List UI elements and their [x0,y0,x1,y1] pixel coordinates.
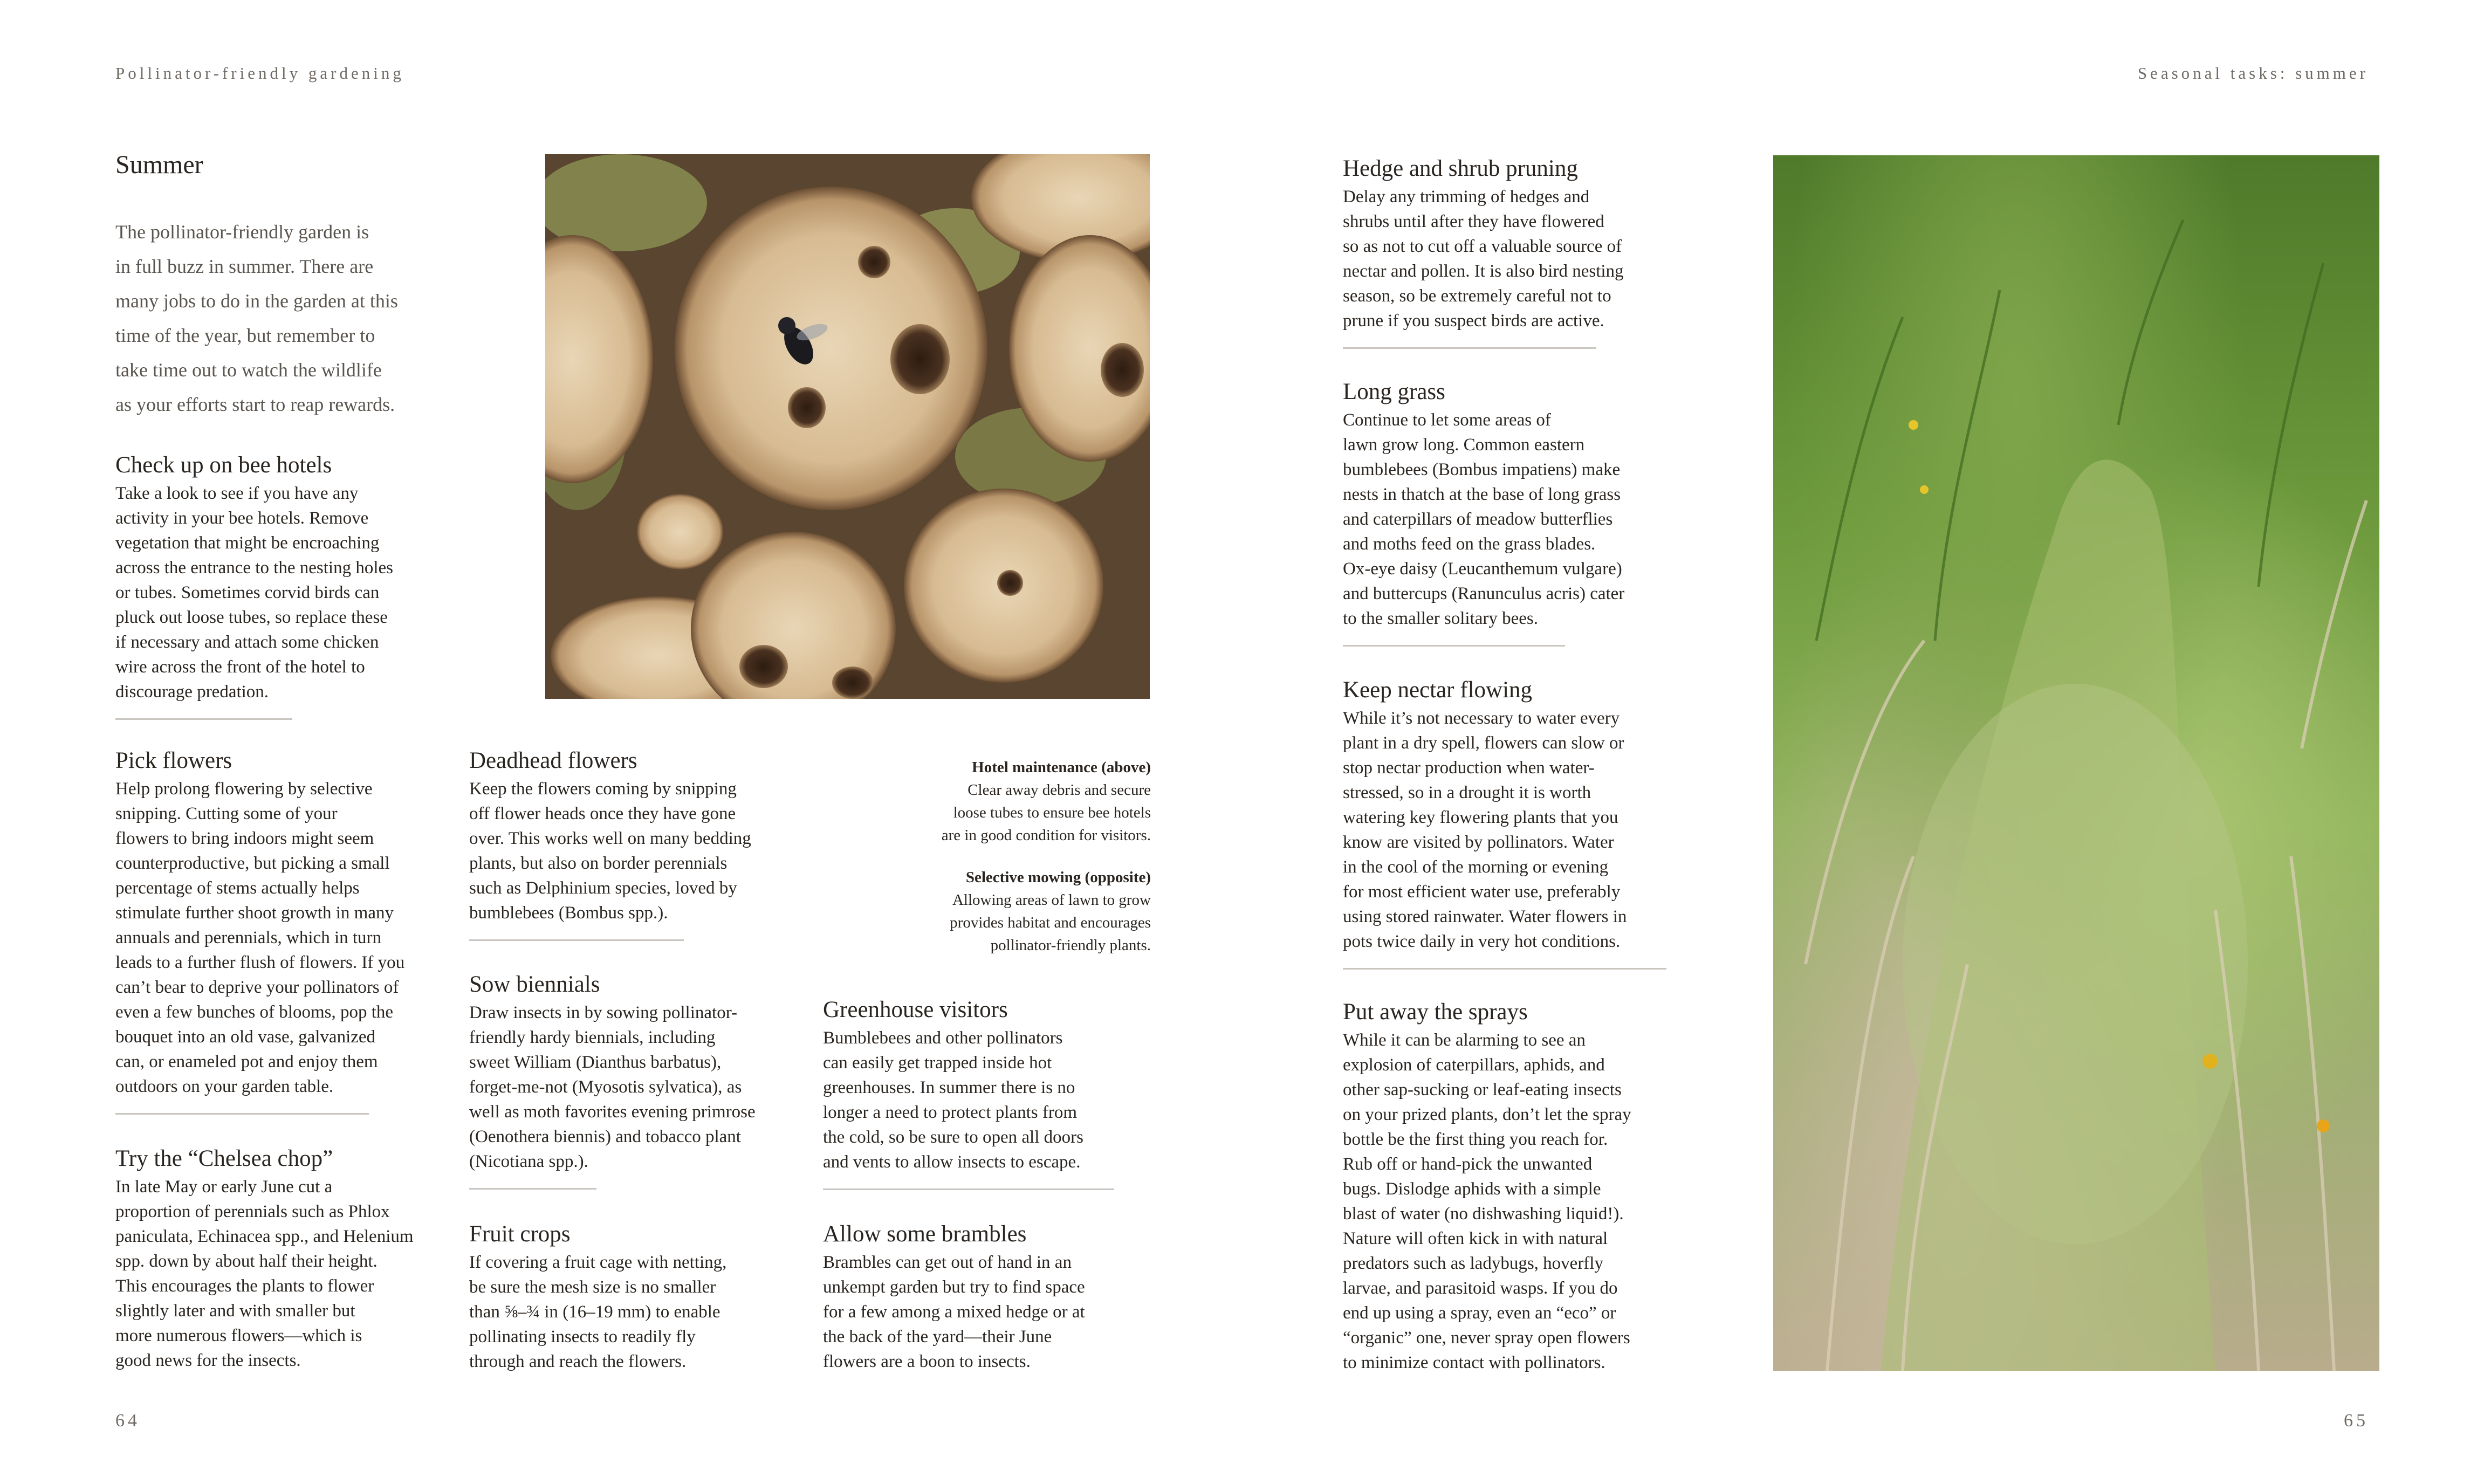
page-number-right: 65 [2344,1411,2369,1431]
section-pick-flowers [115,746,461,1115]
section-title: Allow some brambles [823,1221,1027,1247]
section-body: While it’s not necessary to water every plant in a dry spell, flowers can slow or stop nectar production when water- stressed, so in a drought it is worth watering key flowering plants that you know are visited by pollinators. Water in the cool of the morning or evening for most efficient water use, preferably using stored rainwater. Water flowers in pots twice daily in very hot conditions. [1343,709,1627,951]
section-title: Long grass [1343,379,1445,404]
bee-hotel-photo [545,154,1150,699]
section-title: Try the “Chelsea chop” [115,1146,333,1171]
section-long-grass [1343,377,1699,647]
section-fruit-crops [469,1220,814,1374]
section-title: Check up on bee hotels [115,452,332,478]
caption-hotel: Hotel maintenance (above) Clear away debris and secure loose tubes to ensure bee hotels are in good condition for visitors. [825,756,1151,847]
section-body: Keep the flowers coming by snipping off flower heads once they have gone over. This works well on many bedding plants, but also on border perennials such as Delphinium species, loved by bumblebees (Bombus spp.). [469,779,751,923]
section-hedge-pruning [1343,154,1699,349]
section-title: Hedge and shrub pruning [1343,156,1578,181]
section-title: Pick flowers [115,748,232,773]
section-greenhouse [823,995,1168,1190]
section-body: If covering a fruit cage with netting, be sure the mesh size is no smaller than ⅝–¾ in (16–19 mm) to enable pollinating insects to readily fly through and reach the flowers. [469,1253,727,1371]
section-body: Delay any trimming of hedges and shrubs until after they have flowered so as not to cut off a valuable source of nectar and pollen. It is also bird nesting season, so be extremely careful not to prune if you suspect birds are active. [1343,187,1624,331]
page-title: Summer [115,150,203,179]
section-divider [469,939,684,941]
section-body: In late May or early June cut a proportion of perennials such as Phlox paniculata, Echinacea spp., and Helenium spp. down by about half their height. This encourages the plants to flower slightly later and with smaller but more numerous flowers—which is good news for the insects. [115,1177,414,1370]
photo-captions [825,756,1151,976]
long-grass-photo [1773,155,2379,1371]
section-body: Bumblebees and other pollinators can easily get trapped inside hot greenhouses. In summer there is no longer a need to protect plants from the cold, so be sure to open all doors and vents to allow insects to escape. [823,1028,1083,1172]
long-grass-illustration [1773,155,2379,1371]
section-brambles [823,1220,1168,1374]
section-title: Sow biennials [469,972,600,997]
section-body: Continue to let some areas of lawn grow long. Common eastern bumblebees (Bombus impatiens) make nests in thatch at the base of long grass and caterpillars of meadow butterflies and moths feed on the grass blades. Ox-eye daisy (Leucanthemum vulgare) and buttercups (Ranunculus acris) cater to the smaller solitary bees. [1343,410,1625,628]
intro-line: in full buzz in summer. There are [115,256,374,277]
running-head-left: Pollinator-friendly gardening [115,64,404,83]
bee-hotel-illustration [545,154,1150,699]
section-title: Greenhouse visitors [823,997,1008,1022]
section-chelsea-chop [115,1144,461,1373]
section-nectar [1343,676,1699,970]
section-divider [115,1113,369,1115]
section-divider [1343,347,1596,349]
section-body: Help prolong flowering by selective snipping. Cutting some of your flowers to bring indoors might seem counterproductive, but picking a small percentage of stems actually helps stimulate further shoot growth in many annuals and perennials, which in turn leads to a further flush of flowers. If you can’t bear to deprive your pollinators of even a few bunches of blooms, pop the bouquet into an old vase, galvanized can, or enameled pot and enjoy them outdoors on your garden table. [115,779,405,1096]
intro-paragraph [115,215,461,422]
intro-line: time of the year, but remember to [115,325,375,346]
intro-line: The pollinator-friendly garden is [115,221,369,243]
section-divider [469,1188,596,1190]
section-title: Deadhead flowers [469,748,637,773]
section-body: While it can be alarming to see an explosion of caterpillars, aphids, and other sap-sucking or leaf-eating insects on your prized plants, don’t let the spray bottle be the first thing you reach for. Rub off or hand-pick the unwanted bugs. Dislodge aphids with a simple blast of water (no dishwashing liquid!). Nature will often kick in with natural predators such as ladybugs, hoverfly larvae, and parasitoid wasps. If you do end up using a spray, even an “eco” or “organic” one, never spray open flowers to minimize contact with pollinators. [1343,1030,1631,1372]
section-sprays [1343,998,1699,1375]
caption-title: Selective mowing (opposite) [965,869,1151,886]
section-divider [1343,645,1565,647]
section-divider [823,1188,1114,1190]
intro-line: many jobs to do in the garden at this [115,290,398,312]
intro-line: take time out to watch the wildlife [115,359,382,381]
caption-mowing: Selective mowing (opposite) Allowing areas of lawn to grow provides habitat and encourages pollinator-friendly plants. [825,866,1151,957]
section-title: Fruit crops [469,1221,571,1247]
caption-title: Hotel maintenance (above) [972,759,1151,776]
section-divider [115,718,292,720]
section-deadhead [469,746,814,941]
section-bee-hotels [115,451,450,720]
page-number-left: 64 [115,1411,140,1431]
section-divider [1343,968,1666,970]
section-body: Draw insects in by sowing pollinator- friendly hardy biennials, including sweet William (Dianthus barbatus), forget-me-not (Myosotis sylvatica), as well as moth favorites evening primrose (Oenothera biennis) and tobacco plant (Nicotiana spp.). [469,1003,756,1171]
section-body: Brambles can get out of hand in an unkempt garden but try to find space for a few among a mixed hedge or at the back of the yard—their June flowers are a boon to insects. [823,1253,1085,1371]
section-biennials [469,970,814,1190]
section-title: Keep nectar flowing [1343,677,1533,703]
section-title: Put away the sprays [1343,999,1528,1025]
intro-line: as your efforts start to reap rewards. [115,394,395,415]
section-body: Take a look to see if you have any activity in your bee hotels. Remove vegetation that might be encroaching across the entrance to the nesting holes or tubes. Sometimes corvid birds can pluck out loose tubes, so replace these if necessary and attach some chicken wire across the front of the hotel to discourage predation. [115,484,393,702]
running-head-right: Seasonal tasks: summer [2137,64,2369,83]
